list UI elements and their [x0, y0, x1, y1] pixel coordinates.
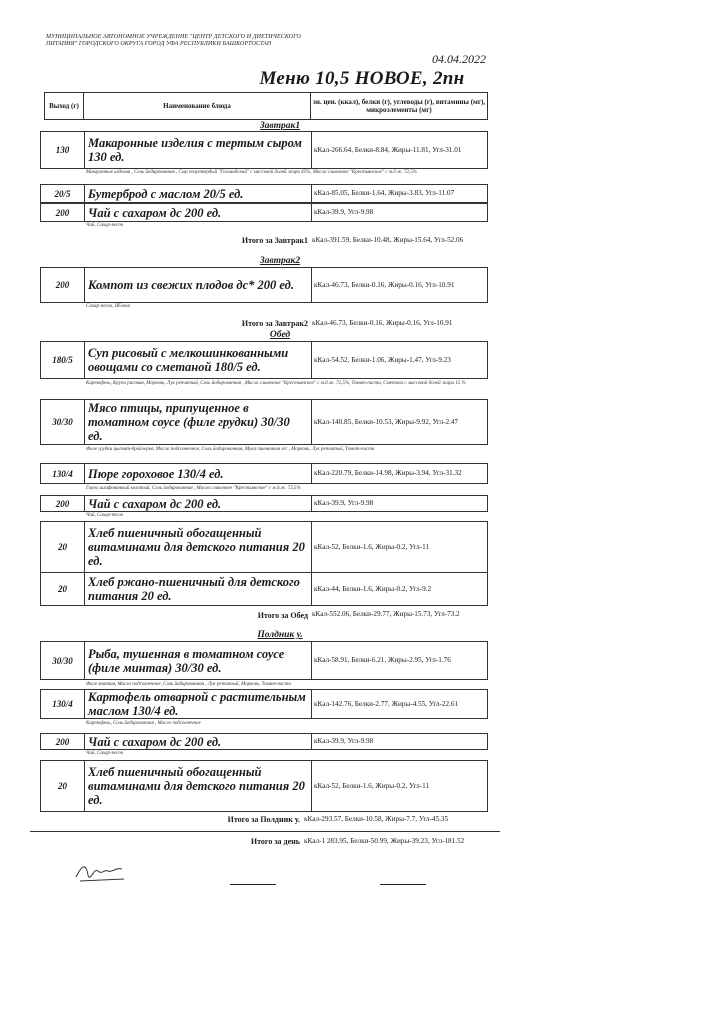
nutrition-value: кКал-39.9, Угл-9.98 — [311, 495, 488, 512]
dish-name: Чай с сахаром дс 200 ед. — [84, 203, 312, 222]
row-qty: 130/4 — [40, 463, 85, 484]
dish-name: Рыба, тушенная в томатном соусе (филе минтая) 30/30 ед. — [84, 641, 312, 680]
signature-line — [380, 884, 426, 885]
row-qty: 20 — [40, 760, 85, 812]
dish-name: Компот из свежих плодов дс* 200 ед. — [84, 267, 312, 303]
ingredients: Филе грудки цыплят-бройлеров, Масло подсолнечное, Соль йодированная, Мука пшеничная в/с , Морковь, Лук репчатый, Томат-паста — [86, 447, 375, 452]
ingredients: Сахар-песок, Яблоки — [86, 304, 131, 309]
total-breakfast1-value: кКал-391.59, Белки-10.48, Жиры-15.64, Угл-52.06 — [312, 236, 464, 244]
nutrition-value: кКал-142.76, Белки-2.77, Жиры-4.55, Угл-22.61 — [311, 689, 488, 719]
dish-name: Хлеб ржано-пшеничный для детского питания 20 ед. — [84, 572, 312, 606]
nutrition-value: кКал-52, Белки-1.6, Жиры-0.2, Угл-11 — [311, 521, 488, 573]
menu-title: Меню 10,5 НОВОЕ, 2пн — [259, 68, 465, 89]
row-qty: 200 — [40, 733, 85, 750]
row-qty: 20 — [40, 521, 85, 573]
total-breakfast2-value: кКал-46.73, Белки-0.16, Жиры-0.16, Угл-10.91 — [312, 319, 453, 327]
dish-name: Пюре гороховое 130/4 ед. — [84, 463, 312, 484]
ingredients: Макаронные изделия , Соль йодированная , Сыр полутвердый "Голландский" с массовой долей жира 45%, Масло сливочное "Крестьянское" с м.д.ж. 72,5% — [86, 170, 417, 175]
total-snack-label: Итого за Полдник у. — [227, 815, 300, 824]
total-day-value: кКал-1 283.95, Белки-50.99, Жиры-39.23, Угл-181.52 — [304, 837, 465, 845]
row-qty: 20/5 — [40, 184, 85, 203]
dish-name: Чай с сахаром дс 200 ед. — [84, 495, 312, 512]
nutrition-value: кКал-54.52, Белки-1.06, Жиры-1.47, Угл-9.23 — [311, 341, 488, 379]
nutrition-value: кКал-266.64, Белки-8.84, Жиры-11.81, Угл-31.01 — [311, 131, 488, 169]
dish-name: Хлеб пшеничный обогащенный витаминами для детского питания 20 ед. — [84, 760, 312, 812]
nutrition-value: кКал-140.85, Белки-10.53, Жиры-9.92, Угл-2.47 — [311, 399, 488, 445]
nutrition-value: кКал-39.9, Угл-9.98 — [311, 733, 488, 750]
organization-name: МУНИЦИПАЛЬНОЕ АВТОНОМНОЕ УЧРЕЖДЕНИЕ "ЦЕНТР ДЕТСКОГО И ДИЕТИЧЕСКОГО ПИТАНИЯ" ГОРОДСКОГО ОКРУГА ГОРОД УФА РЕСПУБЛИКИ БАШКОРТОСТАН — [46, 34, 301, 47]
dish-name: Суп рисовый с мелкошинкованными овощами со сметаной 180/5 ед. — [84, 341, 312, 379]
ingredients: Чай, Сахар-песок — [86, 513, 124, 518]
total-breakfast2-label: Итого за Завтрак2 — [241, 319, 308, 328]
nutrition-value: кКал-46.73, Белки-0.16, Жиры-0.16, Угл-10.91 — [311, 267, 488, 303]
menu-date: 04.04.2022 — [432, 52, 486, 66]
ingredients: Картофель, Соль йодированная , Масло подсолнечное — [86, 721, 201, 726]
dish-name: Хлеб пшеничный обогащенный витаминами для детского питания 20 ед. — [84, 521, 312, 573]
dish-name: Макаронные изделия с тертым сыром 130 ед. — [84, 131, 312, 169]
row-qty: 180/5 — [40, 341, 85, 379]
section-breakfast1: Завтрак1 — [259, 121, 301, 131]
ingredients: Филе минтая, Масло подсолнечное, Соль йодированная , Лук репчатый, Морковь, Томат-паста — [86, 682, 291, 687]
row-qty: 200 — [40, 267, 85, 303]
divider — [30, 831, 500, 832]
row-qty: 130 — [40, 131, 85, 169]
nutrition-value: кКал-58.91, Белки-6.21, Жиры-2.95, Угл-1.76 — [311, 641, 488, 680]
section-snack: Полдник у. — [257, 630, 303, 640]
column-header-nutrition: эн. цен. (ккал), белки (г), углеводы (г), витамины (мг), микроэлементы (мг) — [310, 92, 488, 120]
nutrition-value: кКал-220.79, Белки-14.98, Жиры-3.94, Угл-31.32 — [311, 463, 488, 484]
total-day-label: Итого за день — [250, 837, 300, 846]
total-lunch-label: Итого за Обед — [257, 611, 308, 620]
dish-name: Чай с сахаром дс 200 ед. — [84, 733, 312, 750]
row-qty: 200 — [40, 203, 85, 222]
section-breakfast2: Завтрак2 — [259, 256, 301, 266]
ingredients: Картофель, Крупа рисовая, Морковь, Лук репчатый, Соль йодированная , Масло сливочное "Крестьянское" с м.д.ж. 72,5%, Томат-паста, Сметана с массовой долей жира 15 % — [86, 381, 466, 386]
column-header-output: Выход (г) — [44, 92, 84, 120]
nutrition-value: кКал-85.05, Белки-1.64, Жиры-3.83, Угл-11.07 — [311, 184, 488, 203]
total-snack-value: кКал-293.57, Белки-10.58, Жиры-7.7, Угл-45.35 — [304, 815, 449, 823]
row-qty: 200 — [40, 495, 85, 512]
row-qty: 30/30 — [40, 641, 85, 680]
dish-name: Мясо птицы, припущенное в томатном соусе (филе грудки) 30/30 ед. — [84, 399, 312, 445]
nutrition-value: кКал-52, Белки-1.6, Жиры-0.2, Угл-11 — [311, 760, 488, 812]
total-breakfast1-label: Итого за Завтрак1 — [241, 236, 308, 245]
dish-name: Бутерброд с маслом 20/5 ед. — [84, 184, 312, 203]
ingredients: Чай, Сахар-песок — [86, 751, 124, 756]
section-lunch: Обед — [269, 330, 291, 340]
dish-name: Картофель отварной с растительным маслом 130/4 ед. — [84, 689, 312, 719]
nutrition-value: кКал-39.9, Угл-9.98 — [311, 203, 488, 222]
ingredients: Горох шлифованный колотый, Соль йодированная , Масло сливочное "Крестьянское" с м.д.ж. 72,5% — [86, 486, 301, 491]
signature-line — [230, 884, 276, 885]
signature — [72, 857, 132, 887]
row-qty: 130/4 — [40, 689, 85, 719]
ingredients: Чай, Сахар-песок — [86, 223, 124, 228]
row-qty: 30/30 — [40, 399, 85, 445]
row-qty: 20 — [40, 572, 85, 606]
column-header-name: Наименование блюда — [83, 92, 311, 120]
nutrition-value: кКал-44, Белки-1.6, Жиры-0.2, Угл-9.2 — [311, 572, 488, 606]
total-lunch-value: кКал-552.06, Белки-29.77, Жиры-15.73, Угл-73.2 — [312, 610, 460, 618]
